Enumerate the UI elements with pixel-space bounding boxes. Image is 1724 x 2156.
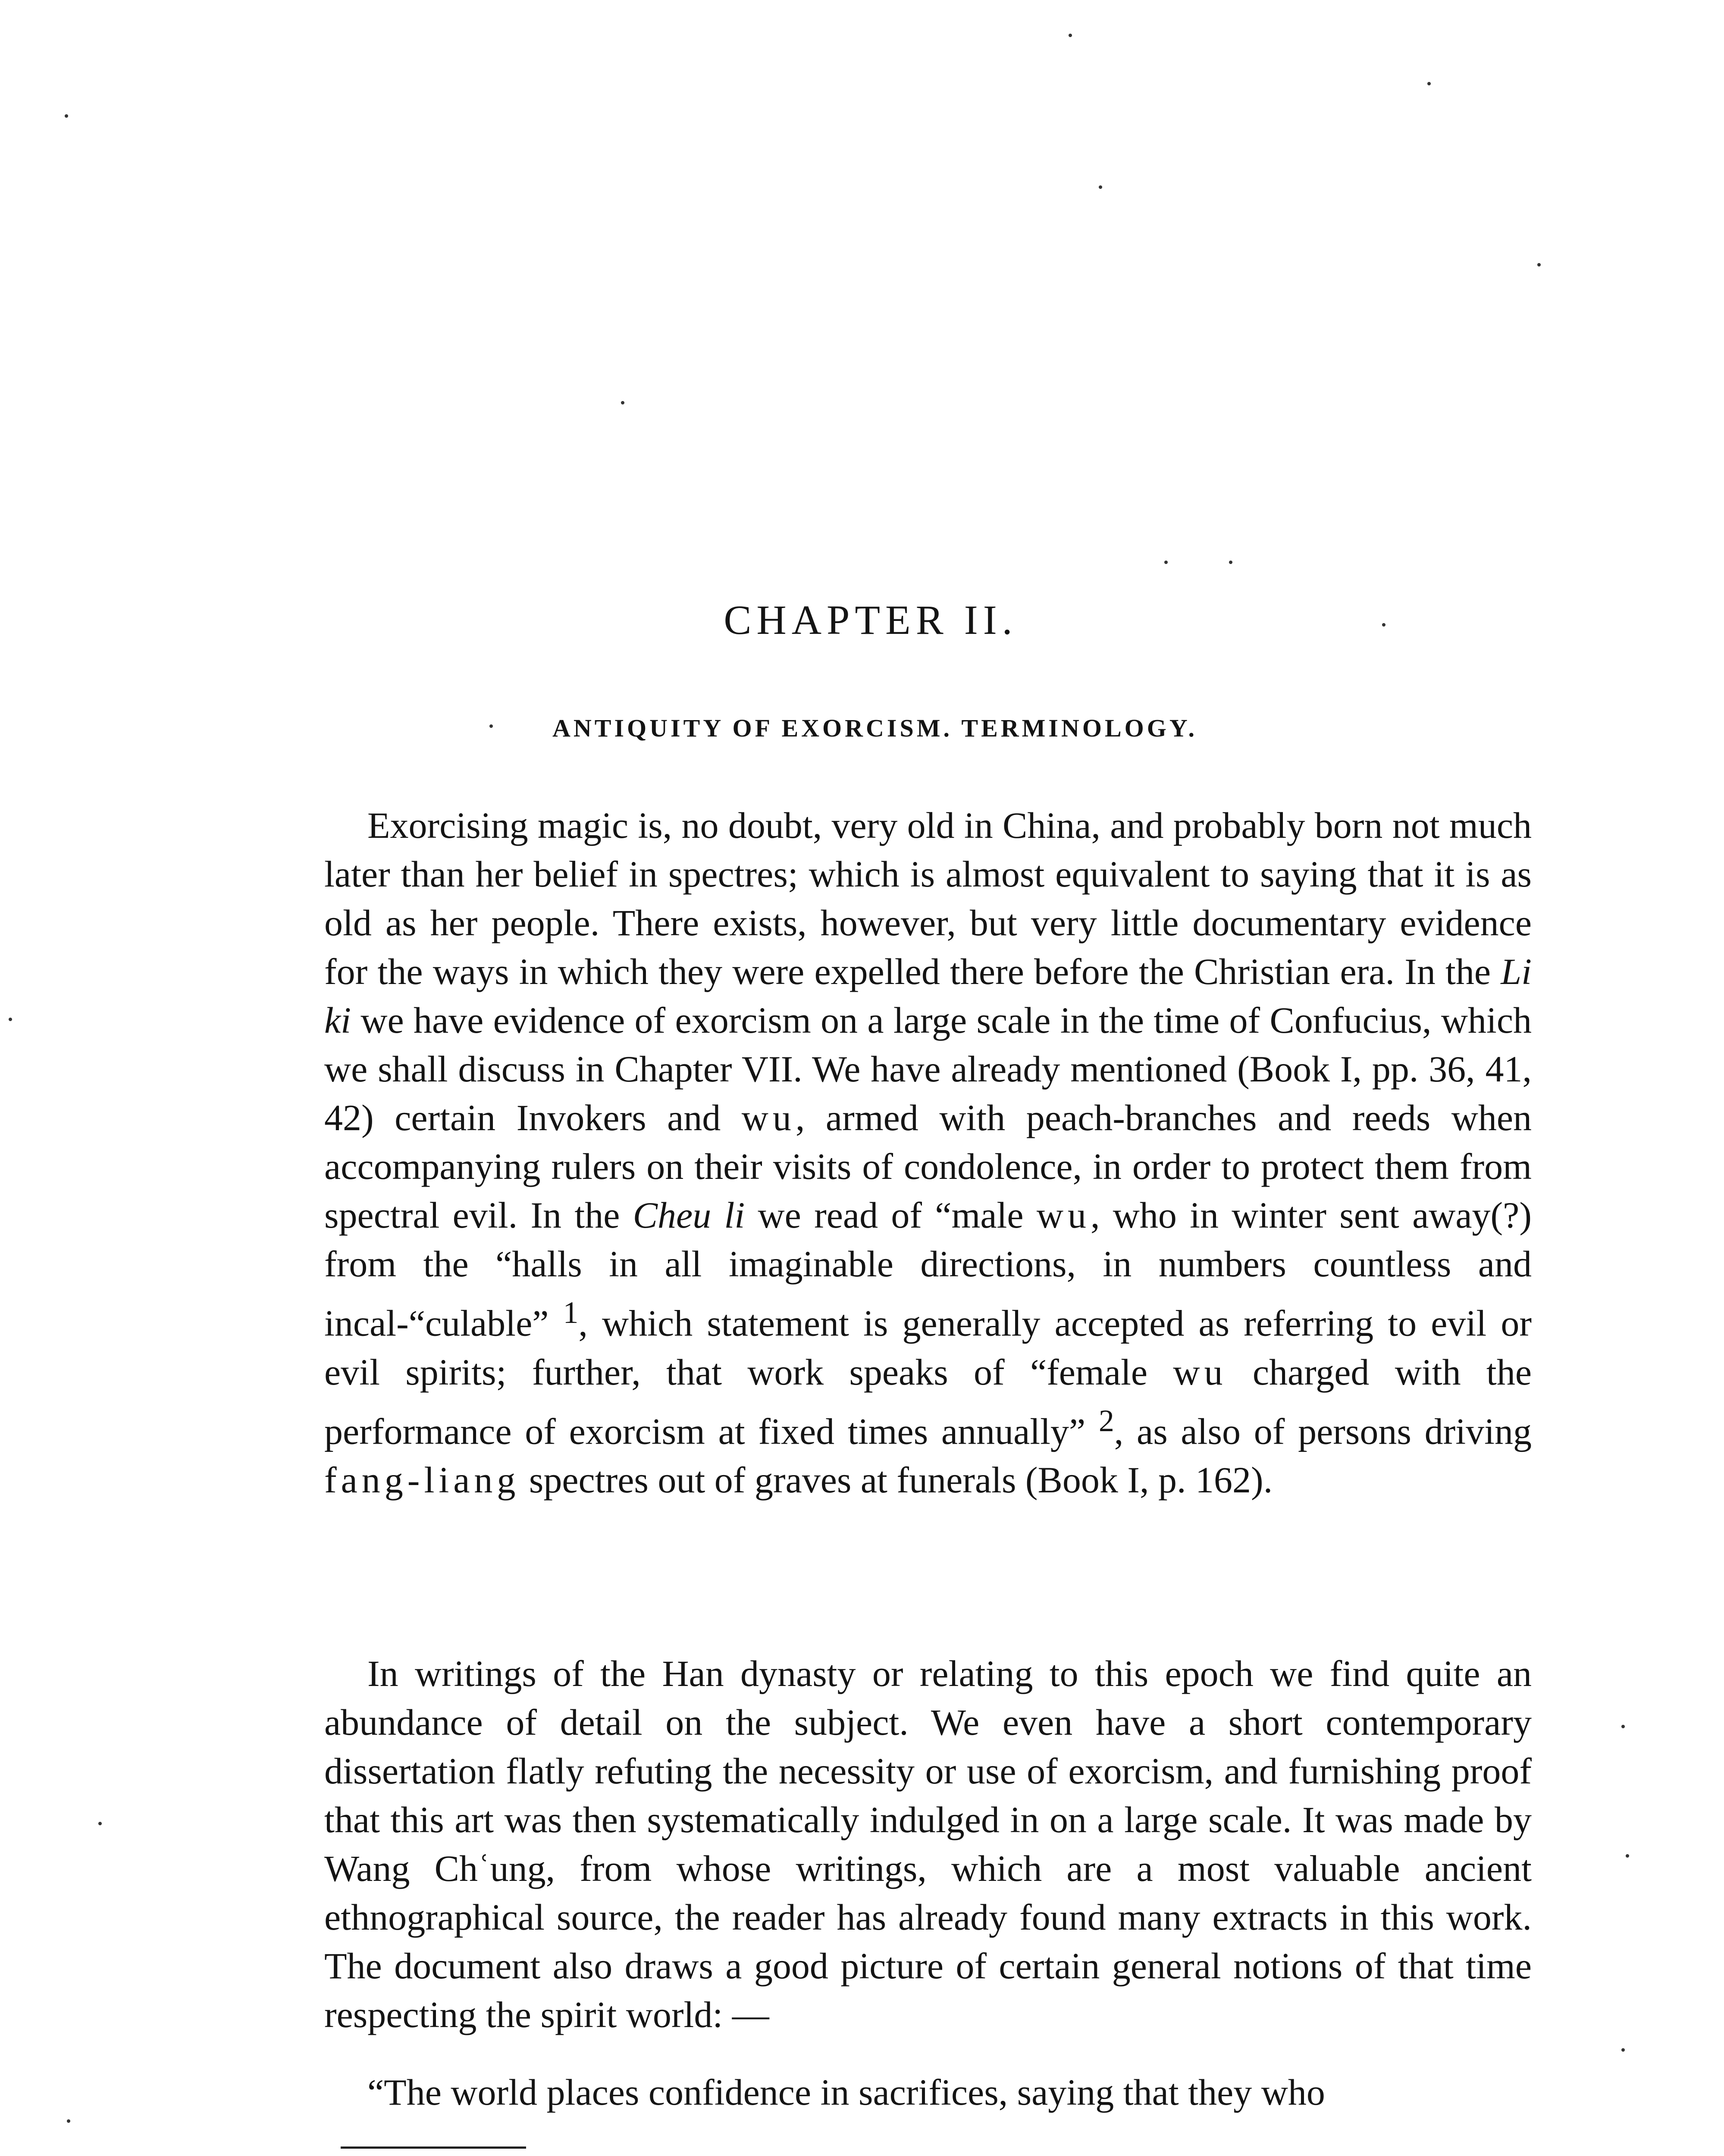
scan-speck: [1621, 1725, 1625, 1728]
body-paragraph-1: [324, 801, 1532, 1504]
text-segment: , who in winter sent away(?) from the “halls in all imaginable directions, in numbers countless and incal-“culable”: [324, 1194, 1532, 1344]
scan-speck: [9, 1018, 12, 1021]
scan-speck: [621, 401, 624, 404]
scan-speck: [1099, 185, 1102, 189]
text-segment: we have evidence of exorcism on a large scale in the time of Confucius, which we shall discuss in Chapter VII. We have already mentioned (Book I, pp. 36, 41, 42) certain Invokers and: [324, 1000, 1532, 1138]
scan-speck: [65, 114, 68, 118]
text-segment: we read of “male: [745, 1194, 1037, 1236]
scan-speck: [1621, 2048, 1625, 2052]
footnote-marker-1[interactable]: 1: [563, 1295, 579, 1330]
body-paragraph-3: “The world places confidence in sacrifices, saying that they who: [367, 2071, 1325, 2113]
cheu-li-title: Cheu li: [633, 1194, 745, 1236]
chapter-subtitle: ANTIQUITY OF EXORCISM. TERMINOLOGY.: [552, 714, 1197, 742]
scan-speck: [98, 1822, 102, 1825]
text-segment: , as also of persons driving: [1114, 1410, 1532, 1452]
wu-term: wu: [741, 1097, 796, 1138]
scan-speck: [1537, 263, 1541, 266]
chapter-title: CHAPTER II.: [724, 597, 1018, 643]
scan-speck: [1626, 1854, 1629, 1858]
li-ki-title: Li ki: [324, 951, 1532, 1041]
footnote-divider: [341, 2147, 526, 2149]
text-segment: spectres out of graves at funerals (Book I, p. 162).: [520, 1459, 1273, 1501]
body-paragraph-2: [324, 1649, 1532, 2039]
scan-speck: [1382, 623, 1385, 627]
text-segment: , which statement is generally accepted as referring to evil or evil spirits; further, that work speaks of “female: [324, 1302, 1532, 1393]
scan-speck: [489, 724, 493, 728]
text-segment: charged with the performance of exorcism at fixed times annually”: [324, 1351, 1532, 1452]
text-segment: , armed with peach-branches and reeds when accompanying rulers on their visits of condolence, in order to protect them from spectral evil. In the: [324, 1097, 1532, 1236]
paragraph-text: In writings of the Han dynasty or relating to this epoch we find quite an abundance of detail on the subject. We even have a short contemporary dissertation flatly refuting the necessity or use of exorcism, and furnishing proof that this art was then systematically indulged in on a large scale. It was made by Wang Chʿung, from whose writings, which are a most valuable ancient ethnographical source, the reader has already found many extracts in this work. The document also draws a good picture of certain general notions of that time respecting the spirit world: —: [324, 1653, 1532, 2035]
footnote-marker-2[interactable]: 2: [1098, 1403, 1114, 1438]
fang-liang-term: fang-liang: [324, 1459, 520, 1501]
scan-speck: [67, 2119, 70, 2123]
scan-speck: [1069, 34, 1072, 37]
wu-term: wu: [1173, 1351, 1227, 1393]
scan-speck: [1229, 561, 1232, 564]
scan-speck: [1164, 561, 1168, 564]
text-segment: Exorcising magic is, no doubt, very old in China, and probably born not much later than her belief in spectres; which is almost equivalent to saying that it is as old as her people. There exists, however, but very little documentary evidence for the ways in which they were expelled there before the Christian era. In the: [324, 805, 1532, 992]
wu-term: wu: [1036, 1194, 1091, 1236]
scan-speck: [1427, 82, 1431, 85]
